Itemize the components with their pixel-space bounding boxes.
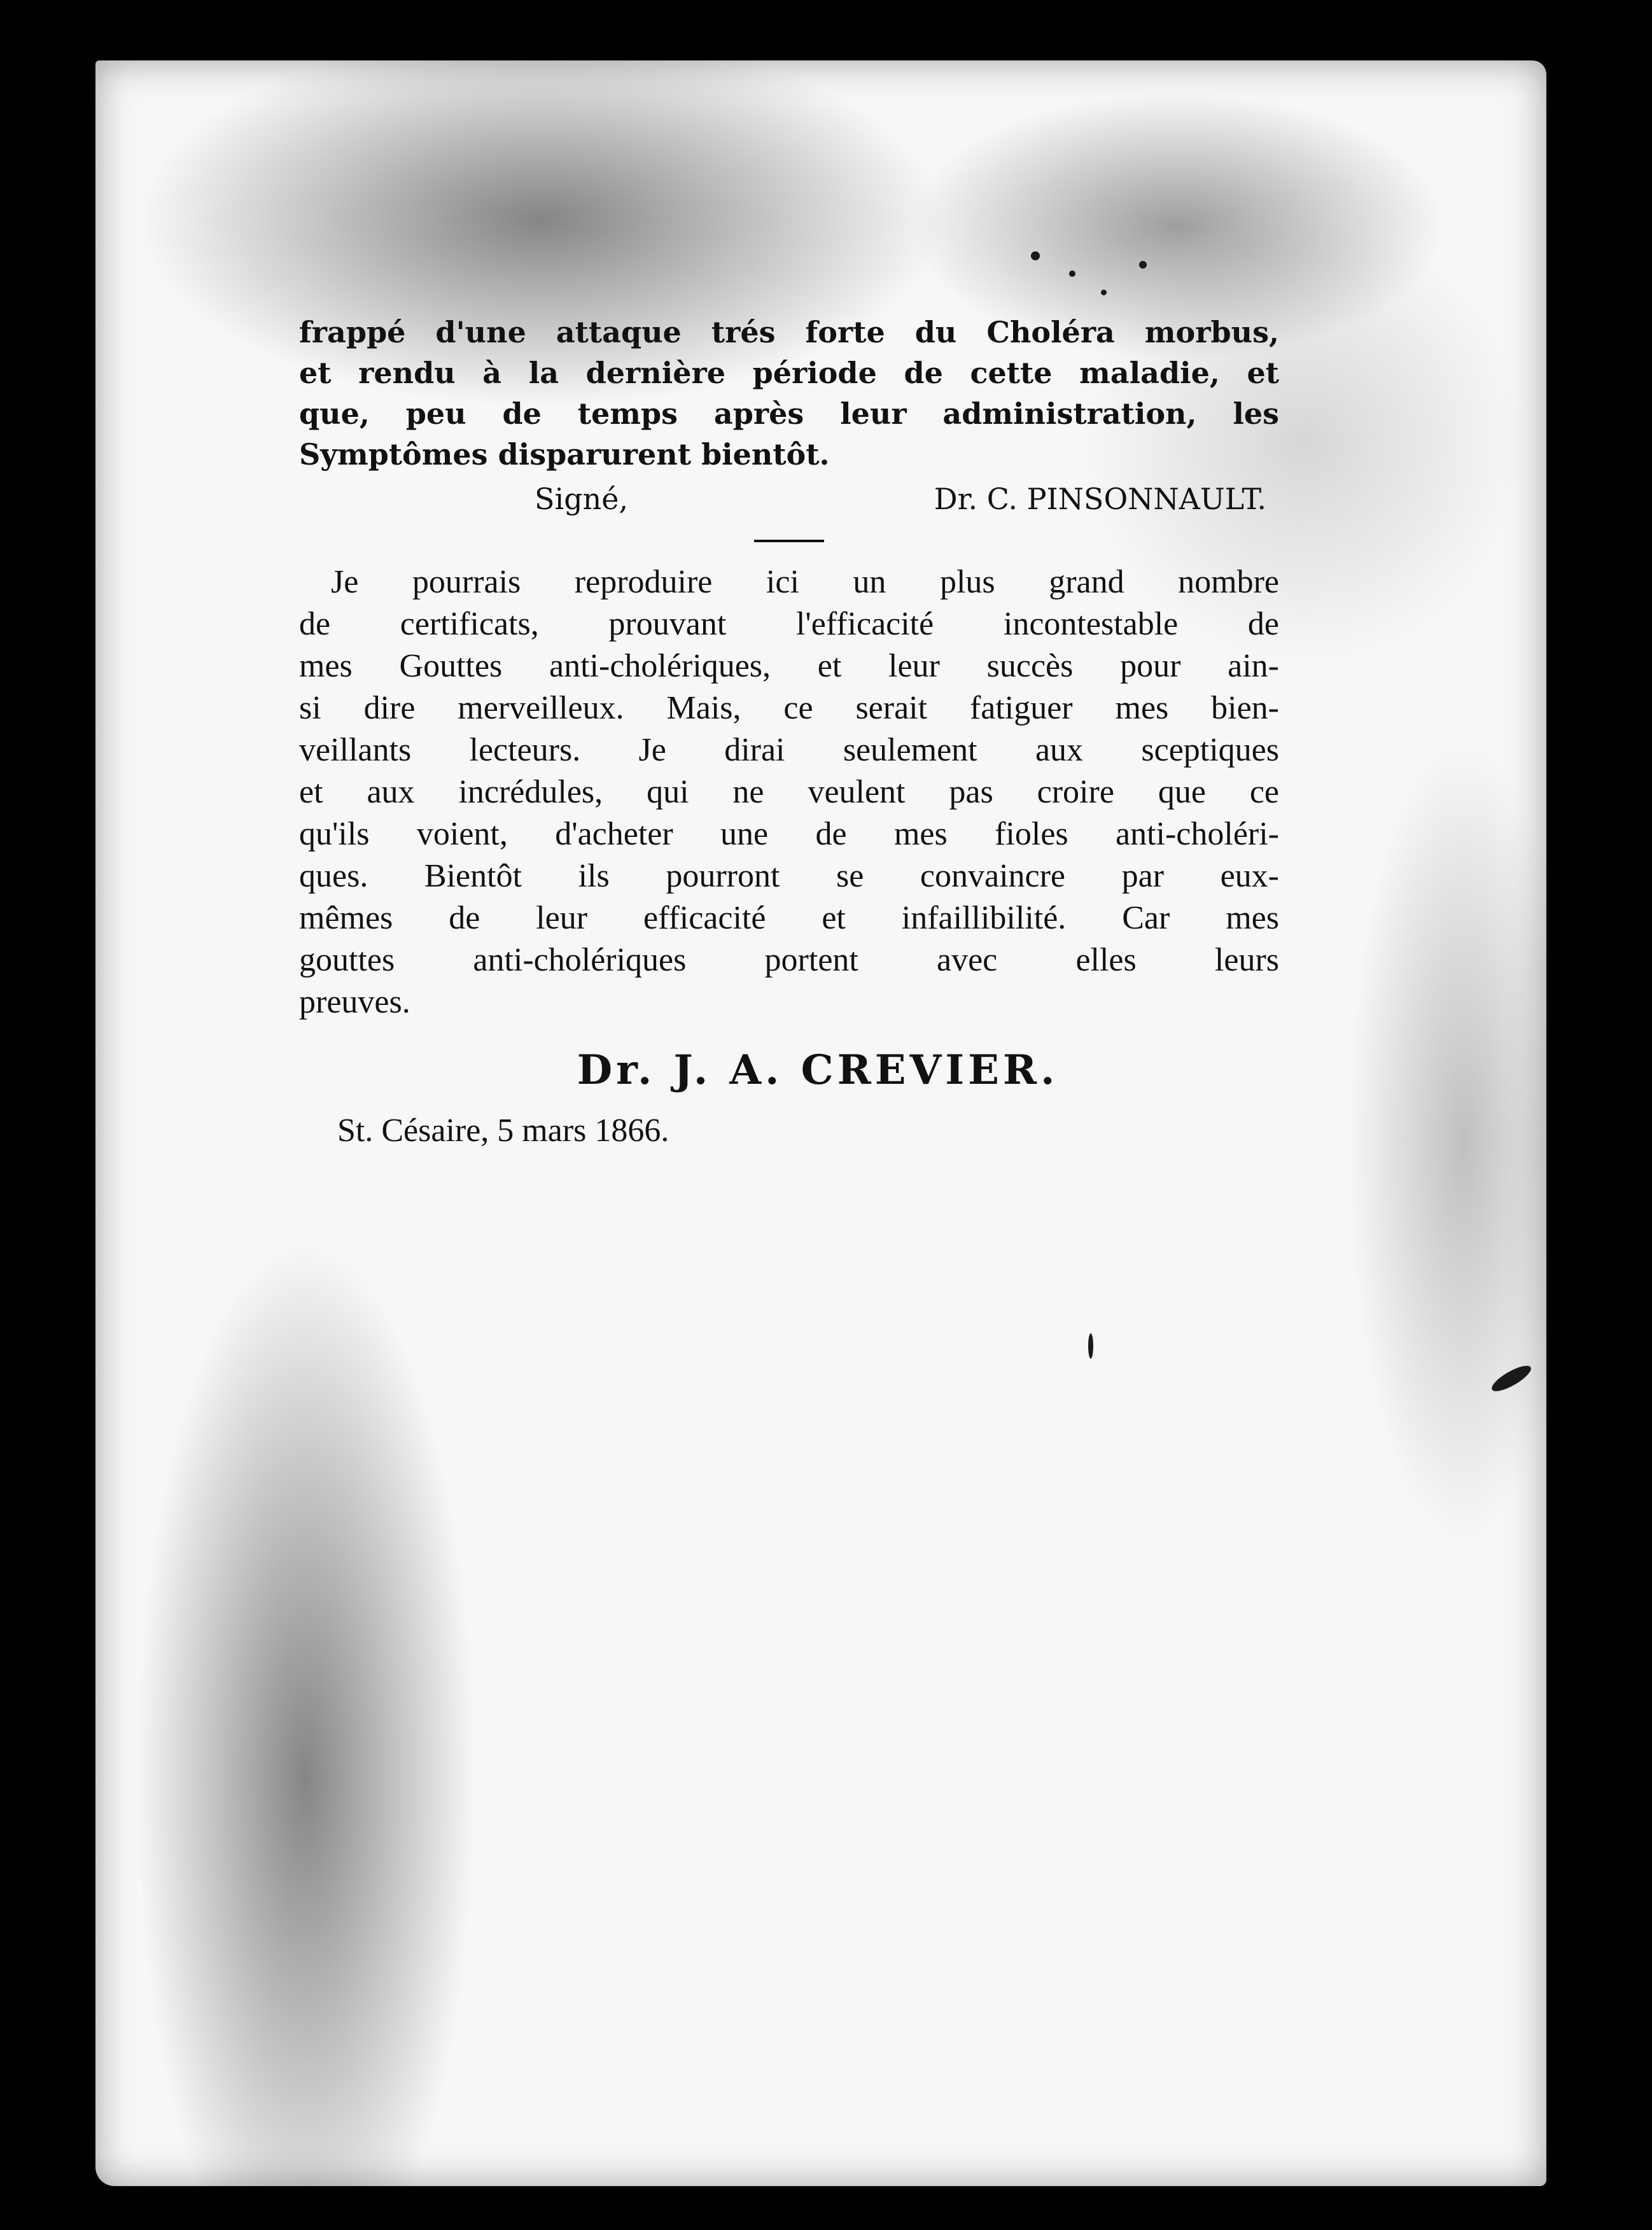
text-line: mes Gouttes anti-cholériques, et leur succès pour ain-	[299, 648, 1279, 684]
text-line: si dire merveilleux. Mais, ce serait fatiguer mes bien-	[299, 690, 1279, 726]
text-line: qu'ils voient, d'acheter une de mes fioles anti-choléri-	[299, 816, 1279, 852]
text-line: et rendu à la dernière période de cette maladie, et	[299, 356, 1279, 390]
text-line: de certificats, prouvant l'efficacité incontestable de	[299, 606, 1279, 642]
text-line: mêmes de leur efficacité et infaillibilité. Car mes	[299, 900, 1279, 936]
ink-spot	[1488, 1361, 1534, 1396]
certificate-signature	[299, 479, 1279, 519]
text-line: et aux incrédules, qui ne veulent pas croire que ce	[299, 774, 1279, 810]
certificate-excerpt	[299, 312, 1279, 475]
text-line: ques. Bientôt ils pourront se convaincre par eux-	[299, 858, 1279, 894]
ink-spot	[1101, 290, 1107, 295]
text-line: que, peu de temps après leur administration, les	[299, 396, 1279, 431]
text-line: frappé d'une attaque trés forte du Choléra morbus,	[299, 315, 1279, 349]
ink-spot	[1088, 1333, 1093, 1359]
text-line: Symptômes disparurent bientôt.	[299, 437, 830, 472]
main-paragraph	[299, 561, 1279, 1023]
ink-spot	[1139, 261, 1147, 269]
signed-name: Dr. C. PINSONNAULT.	[934, 482, 1266, 516]
document-text	[299, 312, 1279, 1149]
text-line: veillants lecteurs. Je dirai seulement aux sceptiques	[299, 732, 1279, 768]
signed-label: Signé,	[535, 482, 629, 516]
text-line: preuves.	[299, 984, 410, 1020]
ink-spot	[1069, 270, 1075, 277]
place-and-date: St. Césaire, 5 mars 1866.	[337, 1112, 669, 1149]
text-line: gouttes anti-cholériques portent avec elles leurs	[299, 942, 1279, 978]
author-signature: Dr. J. A. CREVIER.	[577, 1046, 1059, 1094]
ink-spot	[1031, 251, 1040, 260]
text-line: Je pourrais reproduire ici un plus grand nombre	[331, 564, 1279, 600]
section-divider	[754, 540, 824, 542]
